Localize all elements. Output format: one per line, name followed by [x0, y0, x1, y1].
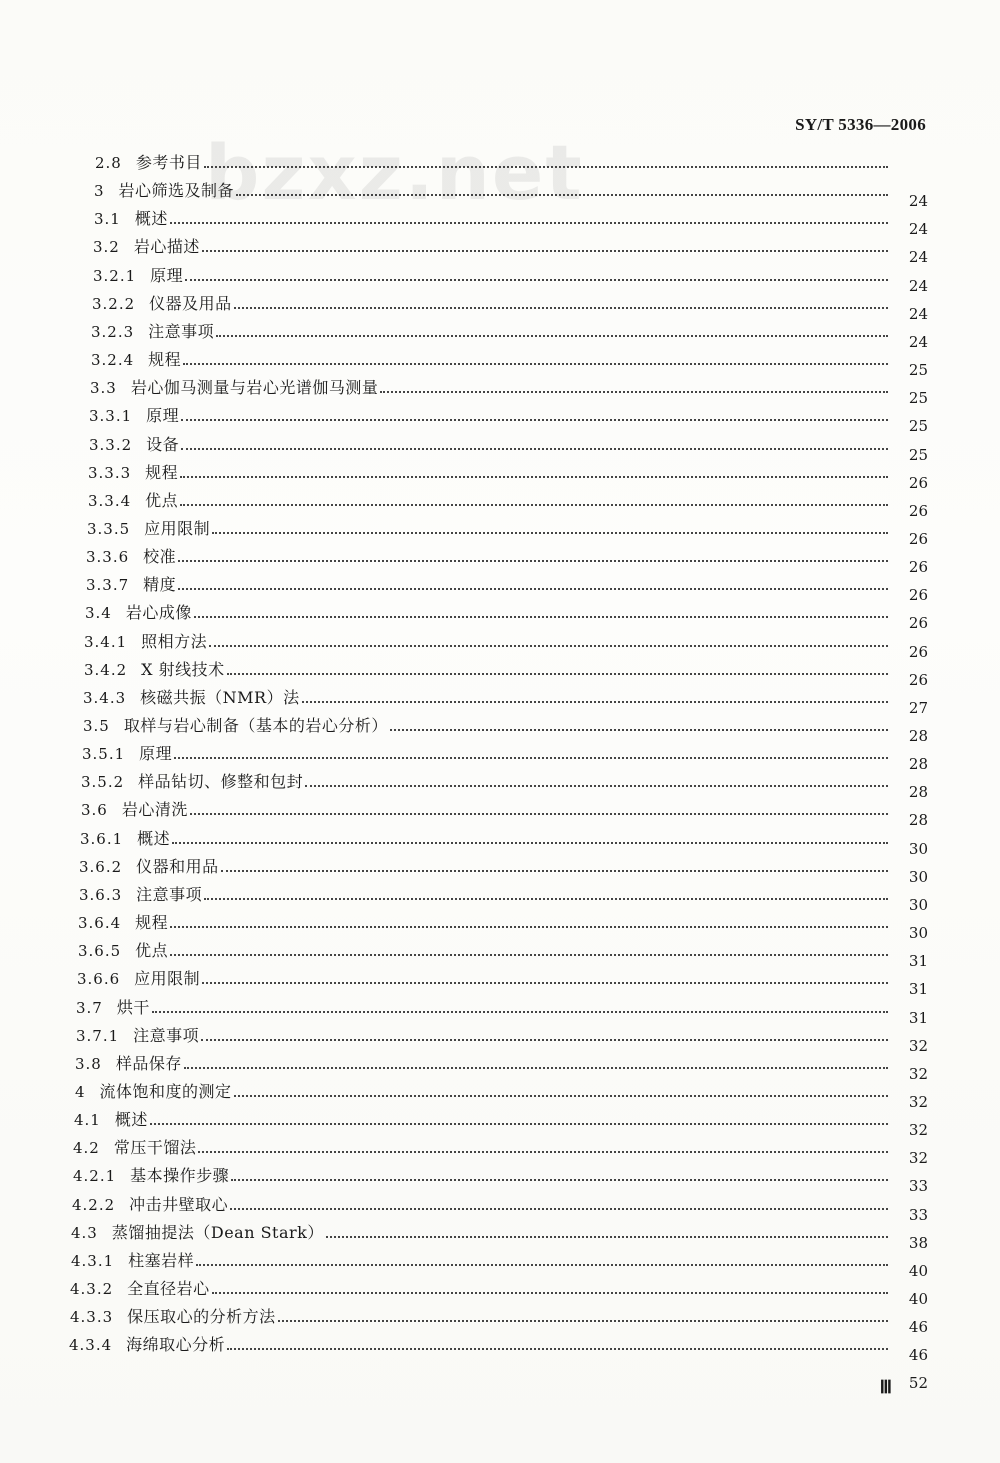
dot-leader [230, 1208, 888, 1210]
standard-code-header: SY/T 5336—2006 [795, 115, 926, 134]
toc-entry-title: 原理 [139, 744, 173, 764]
toc-entry-title: 精度 [143, 575, 177, 595]
toc-entry-number: 4.2 [73, 1139, 100, 1158]
dot-leader [202, 982, 888, 984]
toc-page-number: 40 [908, 1261, 928, 1280]
toc-page-number: 46 [908, 1346, 928, 1365]
toc-entry-number: 4.3.3 [70, 1308, 114, 1327]
toc-page-number: 32 [908, 1149, 928, 1168]
toc-entry-title: 原理 [150, 265, 184, 285]
toc-page-number: 31 [908, 1008, 928, 1027]
toc-page-number: 24 [908, 276, 928, 295]
toc-entry-number: 3.6.3 [79, 885, 123, 904]
toc-entry[interactable] [89, 398, 892, 426]
toc-page-number: 25 [908, 417, 928, 436]
dot-leader [180, 504, 888, 506]
toc-entry-title: 全直径岩心 [127, 1279, 210, 1298]
toc-entry-number: 3.4.1 [84, 632, 128, 651]
toc-entry[interactable] [73, 1158, 892, 1186]
toc-entry-title: 规程 [145, 462, 179, 482]
toc-entry[interactable] [94, 173, 892, 201]
toc-page-number: 28 [908, 727, 928, 745]
toc-entry-number: 3.2.4 [91, 351, 135, 370]
dot-leader [231, 1179, 888, 1181]
dot-leader [152, 1011, 888, 1013]
watermark: bzxz.net [205, 128, 584, 217]
dot-leader [185, 279, 888, 281]
toc-entry-number: 3.2.2 [92, 294, 136, 313]
toc-entry-number: 3.6.5 [78, 942, 122, 961]
toc-page-number: 26 [908, 614, 928, 633]
toc-page-number: 26 [908, 586, 928, 605]
toc-page-number: 26 [908, 473, 928, 492]
toc-entry[interactable] [70, 1299, 892, 1327]
toc-page-number: 26 [908, 558, 928, 577]
toc-entry[interactable] [90, 370, 892, 398]
toc-entry[interactable] [86, 539, 892, 567]
dot-leader [181, 448, 888, 450]
toc-entry-title: 规程 [135, 913, 169, 933]
toc-entry-number: 3.3.3 [88, 463, 132, 482]
dot-leader [174, 757, 888, 759]
toc-page-number: 24 [908, 332, 928, 351]
toc-page-number: 30 [908, 895, 928, 914]
dot-leader [221, 870, 888, 872]
page-number-roman: Ⅲ [879, 1377, 892, 1397]
toc-entry[interactable] [74, 1102, 892, 1130]
toc-entry[interactable] [88, 455, 892, 483]
toc-entry-title: 概述 [114, 1110, 148, 1130]
toc-page-number: 46 [908, 1318, 928, 1337]
toc-page-number: 32 [908, 1064, 928, 1083]
toc-entry[interactable] [92, 286, 892, 314]
toc-entry-title: 样品保存 [115, 1053, 182, 1073]
toc-page-number: 27 [908, 698, 928, 717]
dot-leader [326, 1236, 888, 1238]
toc-page-number: 25 [908, 361, 928, 380]
toc-entry-title: 冲击井壁取心 [129, 1194, 229, 1214]
toc-entry[interactable] [78, 905, 892, 933]
toc-entry-number: 3.4.2 [84, 660, 128, 679]
toc-entry-number: 4.1 [74, 1111, 101, 1130]
toc-entry[interactable] [83, 708, 892, 736]
toc-entry-number: 3.6 [81, 801, 108, 820]
toc-entry-number: 3.1 [94, 210, 121, 229]
toc-entry-title: 岩心成像 [125, 603, 192, 623]
toc-page-number: 38 [908, 1233, 928, 1252]
dot-leader [204, 166, 888, 168]
dot-leader [209, 645, 888, 647]
toc-page-number: 32 [908, 1092, 928, 1111]
toc-entry[interactable] [93, 229, 892, 257]
toc-page-number: 31 [908, 952, 928, 971]
toc-page-number: 24 [908, 220, 928, 239]
dot-leader [227, 673, 888, 675]
dot-leader [204, 898, 888, 900]
toc-page-number: 28 [908, 783, 928, 802]
toc-entry-number: 3.3.2 [89, 435, 133, 454]
toc-page-number: 30 [908, 867, 928, 886]
toc-entry-number: 3.4.3 [83, 688, 127, 707]
toc-entry[interactable] [85, 595, 892, 623]
dot-leader [236, 194, 888, 196]
toc-entry[interactable] [95, 145, 892, 173]
toc-entry[interactable] [73, 1130, 892, 1158]
toc-entry[interactable] [88, 483, 892, 511]
toc-entry-title: 仪器和用品 [136, 856, 219, 876]
toc-entry-title: 岩心描述 [133, 237, 200, 257]
dot-leader [212, 1292, 888, 1294]
dot-leader [150, 1123, 888, 1125]
toc-entry[interactable] [87, 511, 892, 539]
toc-entry-title: 校准 [143, 547, 177, 567]
dot-leader [196, 1264, 888, 1266]
toc-entry-number: 3.3.7 [86, 576, 130, 595]
toc-entry-number: 3.6.6 [77, 970, 121, 989]
toc-entry[interactable] [83, 680, 892, 708]
toc-entry[interactable] [94, 201, 892, 229]
toc-entry[interactable] [91, 342, 892, 370]
toc-entry-title: 取样与岩心制备（基本的岩心分析） [123, 716, 388, 735]
toc-page-number: 28 [908, 755, 928, 774]
toc-entry[interactable] [81, 792, 892, 820]
toc-entry-title: 照相方法 [141, 631, 208, 651]
toc-page-number: 26 [908, 501, 928, 520]
toc-entry-number: 3.7.1 [76, 1026, 120, 1045]
toc-entry-number: 4.3.1 [71, 1251, 115, 1270]
toc-entry[interactable] [79, 877, 892, 905]
toc-entry-number: 3.3.4 [88, 491, 132, 510]
toc-entry-number: 3.6.2 [79, 857, 123, 876]
toc-entry-title: 岩心清洗 [121, 800, 188, 820]
toc-page-number: 30 [908, 839, 928, 858]
toc-entry-title: 优点 [145, 490, 179, 510]
toc-entry-title: 应用限制 [144, 518, 211, 538]
toc-entry-number: 4.2.2 [72, 1195, 116, 1214]
toc-page-number: 24 [908, 192, 928, 211]
toc-entry[interactable] [80, 821, 892, 849]
toc-page-number: 30 [908, 924, 928, 943]
dot-leader [178, 588, 888, 590]
toc-entry[interactable] [76, 990, 892, 1018]
toc-entry[interactable] [78, 933, 892, 961]
dot-leader [216, 335, 888, 337]
dot-leader [181, 419, 888, 421]
toc-entry[interactable] [81, 764, 892, 792]
dot-leader [234, 307, 888, 309]
toc-entry-title: 注意事项 [136, 884, 203, 904]
toc-entry-title: 蒸馏抽提法（Dean Stark） [111, 1222, 324, 1242]
toc-entry[interactable] [77, 961, 892, 989]
toc-entry-number: 4.2.1 [73, 1167, 117, 1186]
dot-leader [194, 616, 888, 618]
toc-entry-number: 3.7 [76, 998, 103, 1017]
dot-leader [227, 1348, 888, 1350]
toc-entry-number: 3.6.1 [80, 829, 124, 848]
dot-leader [184, 1067, 888, 1069]
toc-entry-number: 3.6.4 [78, 914, 122, 933]
toc-entry[interactable] [76, 1018, 892, 1046]
toc-entry-title: 注意事项 [148, 321, 215, 341]
toc-page-number: 52 [908, 1374, 928, 1393]
toc-entry-title: 应用限制 [134, 969, 201, 989]
toc-entry-number: 3.3.6 [86, 548, 130, 567]
toc-entry[interactable] [91, 314, 892, 342]
toc-page-number: 28 [908, 811, 928, 830]
toc-entry-number: 3.3 [90, 379, 117, 398]
toc-page-number: 31 [908, 980, 928, 999]
toc-entry-number: 3.8 [75, 1054, 102, 1073]
toc-entry[interactable] [82, 736, 892, 764]
toc-page-number: 25 [908, 445, 928, 464]
dot-leader [172, 842, 888, 844]
toc-entry-number: 3.3.5 [87, 519, 131, 538]
toc-entry-title: 岩心筛选及制备 [118, 181, 235, 201]
toc-entry-number: 4.3.2 [70, 1280, 114, 1298]
dot-leader [305, 785, 888, 787]
dot-leader [202, 250, 888, 252]
toc-entry[interactable] [84, 652, 892, 680]
toc-entry-number: 3.2.3 [91, 322, 135, 341]
toc-entry[interactable] [75, 1046, 892, 1074]
toc-entry-number: 3.2.1 [93, 266, 137, 285]
toc-entry-title: 参考书目 [135, 153, 202, 172]
toc-entry-number: 3.2 [93, 238, 120, 257]
toc-entry-title: 样品钻切、修整和包封 [138, 772, 304, 792]
dot-leader [170, 222, 888, 224]
toc-entry-number: 3.4 [85, 604, 112, 623]
toc-entry[interactable] [89, 427, 892, 455]
dot-leader [302, 701, 888, 703]
toc-entry[interactable] [75, 1074, 892, 1102]
toc-entry-title: 保压取心的分析方法 [127, 1307, 276, 1327]
toc-entry-title: 仪器及用品 [149, 293, 232, 313]
toc-page-number: 32 [908, 1036, 928, 1055]
dot-leader [234, 1095, 888, 1097]
toc-entry-number: 4.3.4 [69, 1336, 113, 1355]
toc-entry-title: 核磁共振（NMR）法 [140, 687, 300, 707]
toc-page-number: 24 [908, 248, 928, 267]
toc-entry-number: 3 [94, 182, 105, 201]
toc-entry-title: 优点 [135, 941, 169, 961]
toc-entry[interactable] [72, 1187, 892, 1215]
toc-entry-title: 烘干 [116, 997, 150, 1017]
dot-leader [278, 1320, 888, 1322]
dot-leader [170, 954, 888, 956]
toc-entry-title: 常压干馏法 [113, 1138, 197, 1158]
toc-page-number: 26 [908, 642, 928, 661]
dot-leader [201, 1039, 888, 1041]
dot-leader [212, 532, 888, 534]
toc-entry-number: 3.5.2 [81, 773, 125, 792]
toc-entry-title: 流体饱和度的测定 [99, 1081, 232, 1101]
toc-entry[interactable] [79, 849, 892, 877]
toc-entry-number: 3.5.1 [82, 745, 126, 764]
toc-page-number: 33 [908, 1205, 928, 1224]
dot-leader [178, 560, 888, 562]
toc-page-number: 33 [908, 1177, 928, 1196]
toc-page-number: 24 [908, 304, 928, 323]
toc-entry-title: 基本操作步骤 [130, 1166, 230, 1186]
toc-entry-title: 规程 [148, 350, 182, 370]
dot-leader [390, 729, 888, 731]
toc-entry[interactable] [71, 1215, 892, 1243]
toc-entry[interactable] [70, 1271, 892, 1299]
toc-entry-title: 岩心伽马测量与岩心光谱伽马测量 [130, 378, 379, 398]
toc-entry-number: 4 [75, 1082, 86, 1101]
toc-page-number: 40 [908, 1290, 928, 1308]
toc-entry[interactable] [69, 1327, 892, 1355]
toc-page-number: 26 [908, 529, 928, 548]
dot-leader [190, 813, 888, 815]
dot-leader [180, 476, 888, 478]
toc-entry-title: 设备 [146, 434, 180, 454]
dot-leader [183, 363, 888, 365]
toc-entry-title: 海绵取心分析 [126, 1335, 226, 1355]
toc-page-number: 25 [908, 389, 928, 408]
toc-entry[interactable] [71, 1243, 892, 1271]
toc-entry-number: 3.3.1 [89, 407, 133, 426]
toc-entry-number: 2.8 [95, 154, 122, 172]
toc-entry[interactable] [86, 567, 892, 595]
toc-entry-title: 原理 [146, 406, 180, 426]
toc-entry-title: 概述 [137, 828, 171, 848]
dot-leader [380, 391, 888, 393]
toc-entry-title: X 射线技术 [141, 659, 225, 679]
toc-entry[interactable] [84, 624, 892, 652]
toc-entry-number: 3.5 [83, 717, 110, 735]
toc-entry-title: 概述 [134, 209, 168, 229]
toc-entry-title: 注意事项 [133, 1025, 200, 1045]
toc-page-number: 26 [908, 670, 928, 689]
toc-entry-title: 柱塞岩样 [128, 1250, 195, 1270]
toc-page-number: 32 [908, 1121, 928, 1140]
toc-entry[interactable] [93, 258, 892, 286]
toc-entry-number: 4.3 [71, 1223, 98, 1242]
dot-leader [170, 926, 888, 928]
dot-leader [198, 1151, 888, 1153]
